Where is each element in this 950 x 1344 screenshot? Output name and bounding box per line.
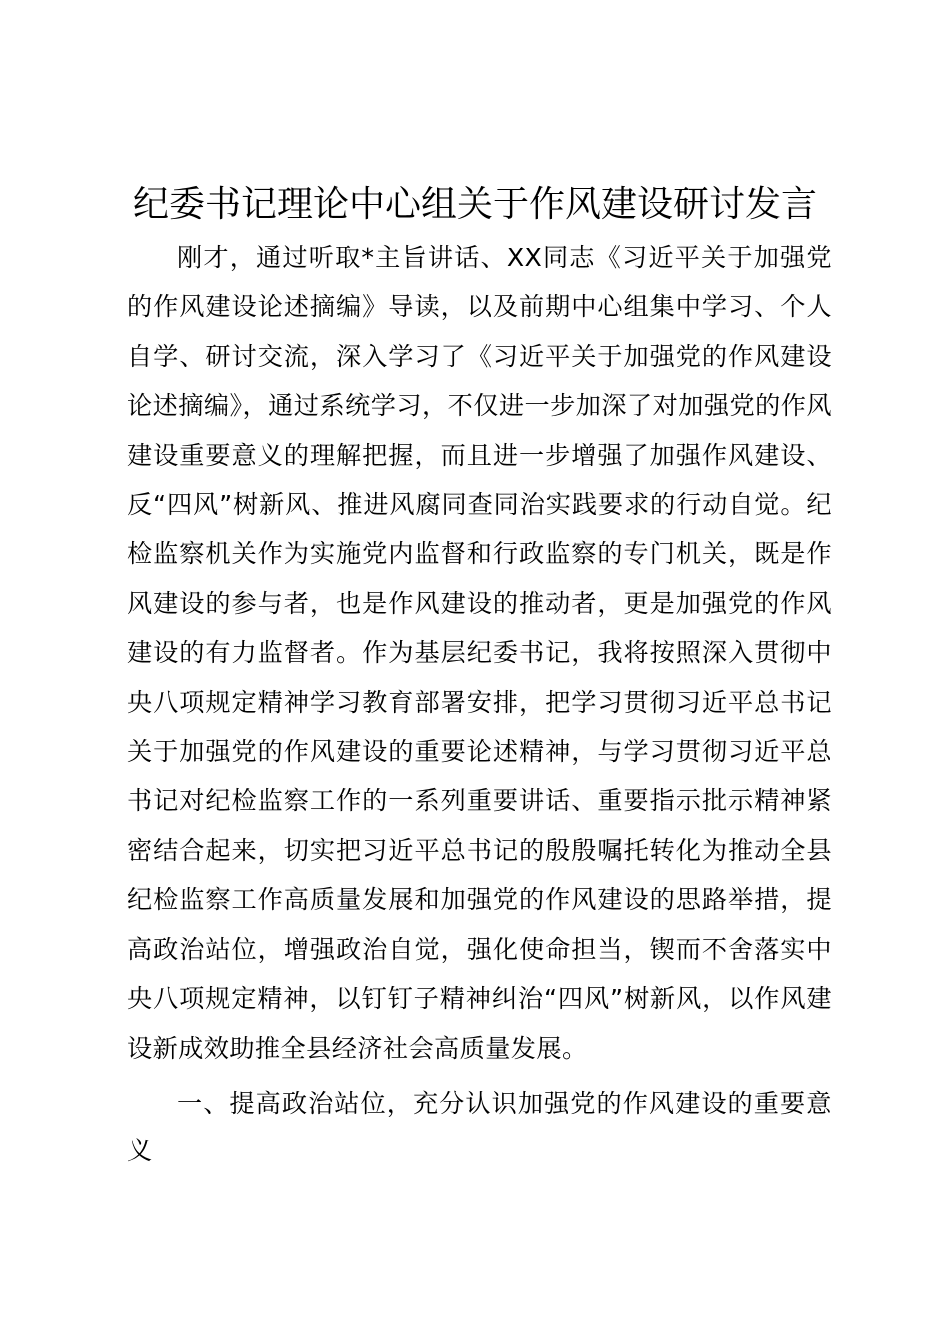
body-paragraph: 刚才，通过听取*主旨讲话、XX同志《习近平关于加强党的作风建设论述摘编》导读，以及前期中心组集中学习、个人自学、研讨交流，深入学习了《习近平关于加强党的作风建设论述摘编》，通过系统学习，不仅进一步加深了对加强党的作风建设重要意义的理解把握，而且进一步增强了加强作风建设、反“四风”树新风、推进风腐同查同治实践要求的行动自觉。纪检监察机关作为实施党内监督和行政监察的专门机关，既是作风建设的参与者，也是作风建设的推动者，更是加强党的作风建设的有力监督者。作为基层纪委书记，我将按照深入贯彻中央八项规定精神学习教育部署安排，把学习贯彻习近平总书记关于加强党的作风建设的重要论述精神，与学习贯彻习近平总书记对纪检监察工作的一系列重要讲话、重要指示批示精神紧密结合起来，切实把习近平总书记的殷殷嘱托转化为推动全县纪检监察工作高质量发展和加强党的作风建设的思路举措，提高政治站位，增强政治自觉，强化使命担当，锲而不舍落实中央八项规定精神，以钉钉子精神纠治“四风”树新风，以作风建设新成效助推全县经济社会高质量发展。 xyxy=(127,243,832,1063)
document-title: 纪委书记理论中心组关于作风建设研讨发言 xyxy=(132,184,817,225)
section-heading: 一、提高政治站位，充分认识加强党的作风建设的重要意义 xyxy=(127,1089,832,1165)
